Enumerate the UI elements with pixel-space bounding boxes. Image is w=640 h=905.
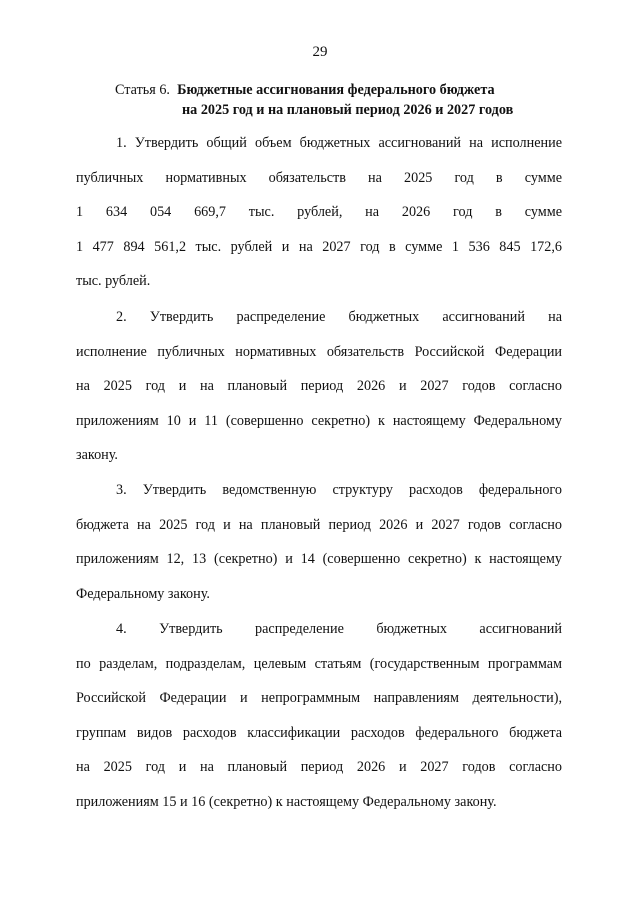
paragraph-line: исполнение публичных нормативных обязательств Российской Федерации bbox=[76, 343, 562, 360]
paragraph-1 bbox=[76, 126, 562, 299]
page-number: 29 bbox=[312, 44, 328, 60]
paragraph-line: закону. bbox=[76, 447, 118, 463]
article-heading bbox=[115, 80, 513, 120]
paragraph-line: Федеральному закону. bbox=[76, 585, 210, 602]
paragraph-line: бюджета на 2025 год и на плановый период 2026 и 2027 годов согласно bbox=[76, 516, 562, 533]
paragraph-line: на 2025 год и на плановый период 2026 и 2027 годов согласно bbox=[76, 378, 562, 394]
paragraph-line: 1. Утвердить общий объем бюджетных ассигнований на исполнение bbox=[116, 135, 562, 151]
article-label: Статья 6. bbox=[115, 82, 170, 98]
article-title-line2: на 2025 год и на плановый период 2026 и 2027 годов bbox=[182, 102, 514, 118]
paragraph-line: Российской Федерации и непрограммным направлениям деятельности), bbox=[76, 690, 562, 706]
paragraph-line: приложениям 12, 13 (секретно) и 14 (совершенно секретно) к настоящему bbox=[76, 551, 562, 567]
paragraph-line: 4. Утвердить распределение бюджетных ассигнований bbox=[116, 621, 562, 637]
paragraph-line: приложениям 10 и 11 (совершенно секретно) к настоящему Федеральному bbox=[76, 412, 562, 429]
paragraph-line: по разделам, подразделам, целевым статьям (государственным программам bbox=[76, 655, 562, 672]
paragraph-line: 1 634 054 669,7 тыс. рублей, на 2026 год в сумме bbox=[76, 204, 562, 220]
paragraph-line: группам видов расходов классификации расходов федерального бюджета bbox=[76, 724, 562, 741]
paragraph-line: 3. Утвердить ведомственную структуру расходов федерального bbox=[116, 482, 562, 498]
paragraph-line: приложениям 15 и 16 (секретно) к настоящему Федеральному закону. bbox=[76, 793, 497, 810]
paragraph-line: публичных нормативных обязательств на 2025 год в сумме bbox=[76, 169, 562, 186]
paragraph-line: тыс. рублей. bbox=[76, 273, 151, 289]
paragraph-2 bbox=[76, 300, 562, 473]
paragraph-3 bbox=[76, 473, 562, 611]
article-title-line1: Бюджетные ассигнования федерального бюджета bbox=[177, 82, 495, 98]
paragraph-line: на 2025 год и на плановый период 2026 и 2027 годов согласно bbox=[76, 759, 562, 775]
paragraph-4 bbox=[76, 612, 562, 819]
paragraph-line: 2. Утвердить распределение бюджетных ассигнований на bbox=[116, 309, 562, 325]
paragraph-line: 1 477 894 561,2 тыс. рублей и на 2027 год в сумме 1 536 845 172,6 bbox=[76, 238, 562, 255]
